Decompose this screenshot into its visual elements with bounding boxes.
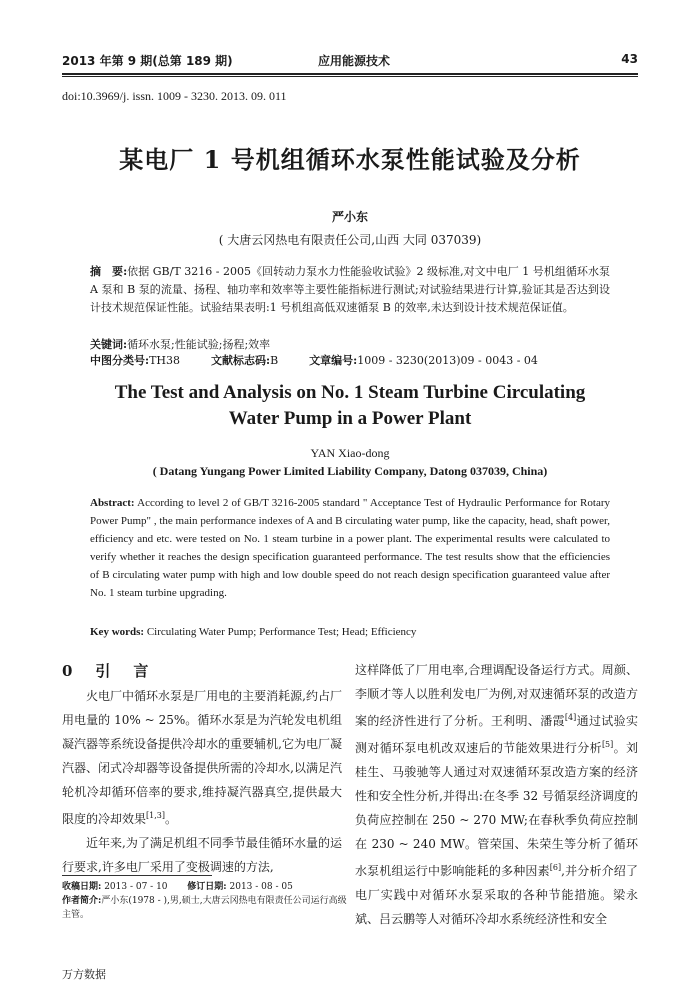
page-number: 43 <box>621 52 638 66</box>
keywords-en <box>90 626 610 638</box>
classification <box>90 352 610 370</box>
doc-code-label: 文献标志码: <box>211 354 271 367</box>
abstract-en <box>90 494 610 602</box>
body-text: ,并分析介绍了电厂实践中对循环水泵采取的各种节能措施。梁永斌、吕云鹏等人对循环冷却水系统经济性和安全 <box>355 864 638 926</box>
journal-name: 应用能源技术 <box>318 54 391 68</box>
paper-title-en-line2: Water Pump in a Power Plant <box>228 408 472 429</box>
citation-ref[interactable]: [5] <box>601 740 614 749</box>
citation-ref[interactable]: [1,3] <box>146 811 165 820</box>
article-number-label: 文章编号: <box>309 354 358 367</box>
abstract-cn-text: 依据 GB/T 3216 - 2005《回转动力泵水力性能验收试验》2 级标准,对文中电厂 1 号机组循环水泵 A 泵和 B 泵的流量、扬程、轴功率和效率等主要性能指标进行测试;对试验结果进行计算,验证其是否达到设计技术规范保证性能。试验结果表明:1 号机组高低双速循泵 B 的效率,未达到设计技术规范保证值。 <box>90 265 610 314</box>
doc-code-value: B <box>270 354 279 367</box>
paragraph <box>355 658 638 931</box>
paper-title-en <box>0 380 700 432</box>
body-text: 。刘桂生、马骏驰等人通过对双速循环泵改造方案的经济性和安全性分析,并得出:在冬季 32 号循泵经济调度的负荷应控制在 250 ~ 270 MW;在春秋季负荷应控制在 230 ~ 240 MW。管荣国、朱荣生等分析了循环水泵机组运行中影响能耗的多种因素 <box>355 741 638 878</box>
running-header <box>62 52 638 74</box>
revised-date: 2013 - 08 - 05 <box>229 882 293 892</box>
footnote-rule <box>62 875 212 876</box>
revised-label: 修订日期: <box>187 882 227 892</box>
received-label: 收稿日期: <box>62 882 102 892</box>
clc-value: TH38 <box>149 354 180 367</box>
paragraph <box>62 684 342 831</box>
author-en: YAN Xiao-dong <box>310 446 390 460</box>
body-text: 火电厂中循环水泵是厂用电的主要消耗源,约占厂用电量的 10% ~ 25%。循环水泵是为汽轮发电机组凝汽器等系统设备提供冷却水的重要辅机,它为电厂凝汽器、闭式冷却器等设备提供所需的冷却水,以满足汽轮机冷却循环倍率的要求,维持凝汽器真空,提供最大限度的冷却效果 <box>62 689 342 826</box>
author-cn: 严小东 <box>331 210 368 224</box>
citation-ref[interactable]: [6] <box>549 863 562 872</box>
doi[interactable]: doi:10.3969/j. issn. 1009 - 3230. 2013. 09. 011 <box>62 89 287 103</box>
keywords-en-text: Circulating Water Pump; Performance Test; Head; Efficiency <box>146 626 417 638</box>
author-bio: 严小东(1978 - ),男,硕士,大唐云冈热电有限责任公司运行高级主管。 <box>62 896 347 920</box>
body-right-column <box>355 658 638 931</box>
abstract-cn <box>90 263 610 317</box>
keywords-en-label: Key words: <box>90 626 145 638</box>
header-rule-thick <box>62 73 638 75</box>
watermark-footer: 万方数据 <box>62 968 106 981</box>
author-bio-label: 作者简介: <box>62 896 102 906</box>
journal-issue: 2013 年第 9 期(总第 189 期) <box>62 54 233 68</box>
affiliation-en: ( Datang Yungang Power Limited Liability Company, Datong 037039, China) <box>152 464 548 478</box>
abstract-en-label: Abstract: <box>90 497 135 509</box>
body-left-column <box>62 684 342 879</box>
abstract-cn-label: 摘 要: <box>90 265 128 278</box>
paragraph: 近年来,为了满足机组不同季节最佳循环水量的运行要求,许多电厂采用了变极调速的方法, <box>62 836 342 874</box>
received-date: 2013 - 07 - 10 <box>104 882 168 892</box>
keywords-cn-label: 关键词: <box>90 338 128 351</box>
citation-ref[interactable]: [4] <box>564 713 577 722</box>
paper-title-cn: 某电厂 1 号机组循环水泵性能试验及分析 <box>119 145 581 174</box>
body-text: 。 <box>164 812 177 826</box>
footnote <box>62 880 347 922</box>
affiliation-cn: ( 大唐云冈热电有限责任公司,山西 大同 037039) <box>218 233 482 247</box>
paper-title-en-line1: The Test and Analysis on No. 1 Steam Turbine Circulating <box>114 382 586 403</box>
body-text: 通过试验实测对循环泵电机改双速后的节能效果进行分析 <box>355 714 638 755</box>
abstract-en-text: According to level 2 of GB/T 3216-2005 standard " Acceptance Test of Hydraulic Performance for Rotary Power Pump" , the main performance indexes of A and B circulating water pump, like the capacity, head, shaft power, efficiency and etc. were tested on No. 1 steam turbine in a power plant. The experimental results were calculated to verify whether it reaches the design specification guaranteed performance. The test results show that the efficiencies of B circulating water pump with high and low double speed do not reach design specification guaranteed value after No. 1 steam turbine upgrading. <box>90 497 610 599</box>
keywords-cn-text: 循环水泵;性能试验;扬程;效率 <box>127 338 271 351</box>
header-rule-thin <box>62 76 638 77</box>
section-heading-introduction: 0 引 言 <box>62 662 153 680</box>
clc-label: 中图分类号: <box>90 354 150 367</box>
body-text: 这样降低了厂用电率,合理调配设备运行方式。周颜、李顺才等人以胜利发电厂为例,对双速循环泵的改造方案的经济性进行了分析。王利明、潘霞 <box>355 663 638 728</box>
article-number-value: 1009 - 3230(2013)09 - 0043 - 04 <box>357 354 538 367</box>
